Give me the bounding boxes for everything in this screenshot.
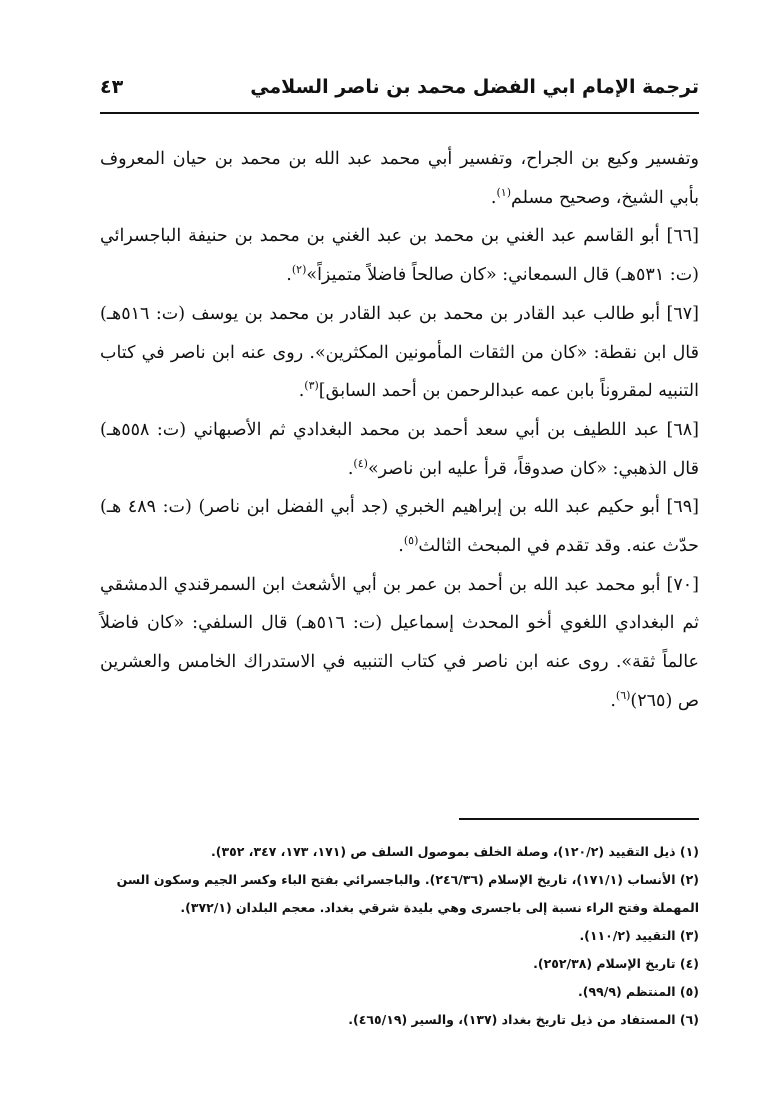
entry-70 xyxy=(100,566,699,721)
footnote-divider xyxy=(459,818,699,820)
paragraph-end: . xyxy=(398,536,404,557)
footnote-ref[interactable]: (١) xyxy=(496,185,511,199)
paragraph-end: . xyxy=(610,690,616,711)
footnote-ref[interactable]: (٣) xyxy=(304,379,319,393)
footnote-1: (١) ذيل التقييد (١٢٠/٢)، وصلة الخلف بموصول السلف ص (١٧١، ١٧٣، ٣٤٧، ٣٥٢). xyxy=(210,844,699,859)
paragraph-end: . xyxy=(490,187,497,208)
entry-66 xyxy=(100,217,699,294)
page-number: ٤٣ xyxy=(100,76,124,98)
paragraph-end: . xyxy=(286,265,292,286)
paragraph-text: وتفسير وكيع بن الجراح، وتفسير أبي محمد عبد الله بن محمد بن حيان المعروف بأبي الشيخ، وصحيح مسلم xyxy=(100,149,699,208)
entry-text: [٧٠] أبو محمد عبد الله بن أحمد بن عمر بن أبي الأشعث ابن السمرقندي الدمشقي ثم البغدادي اللغوي أخو المحدث إسماعيل (ت: ٥١٦هـ) قال السلفي: «كان فاضلاً عالماً ثقة». روى عنه ابن ناصر في كتاب التنبيه في الاستدراك الخامس والعشرين ص (٢٦٥) xyxy=(100,574,699,711)
paragraph-intro xyxy=(100,140,699,217)
footnote-ref[interactable]: (٥) xyxy=(403,534,419,548)
entry-text: [٦٦] أبو القاسم عبد الغني بن محمد بن عبد الغني بن محمد بن حنيفة الباجسرائي (ت: ٥٣١هـ) قال السمعاني: «كان صالحاً فاضلاً متميزاً» xyxy=(100,226,699,286)
footnote-2: (٢) الأنساب (١٧١/١)، تاريخ الإسلام (٢٤٦/٣٦). والباجسرائي بفتح الباء وكسر الجيم وسكون السن المهملة وفتح الراء نسبة إلى باجسرى وهي بليدة شرقي بغداد. معجم البلدان (٣٧٢/١). xyxy=(116,872,699,915)
footnote-3: (٣) التقييد (١١٠/٢). xyxy=(579,928,699,943)
footnotes xyxy=(100,838,699,1034)
paragraph-end: . xyxy=(298,381,305,402)
running-header xyxy=(100,72,699,114)
footnote-6: (٦) المستفاد من ذيل تاريخ بغداد (١٣٧)، والسير (٤٦٥/١٩). xyxy=(348,1012,699,1027)
footnote-5: (٥) المنتظم (٩٩/٩). xyxy=(578,984,699,999)
entry-69 xyxy=(100,488,699,565)
footnote-ref[interactable]: (٢) xyxy=(291,263,307,277)
main-text xyxy=(100,140,699,721)
footnote-4: (٤) تاريخ الإسلام (٢٥٢/٣٨). xyxy=(533,956,699,971)
entry-68 xyxy=(100,411,699,488)
footnote-ref[interactable]: (٦) xyxy=(615,689,631,703)
entry-67 xyxy=(100,295,699,411)
entry-text: [٦٨] عبد اللطيف بن أبي سعد أحمد بن محمد البغدادي ثم الأصبهاني (ت: ٥٥٨هـ) قال الذهبي: «كان صدوقاً، قرأ عليه ابن ناصر» xyxy=(100,419,699,479)
entry-text: [٦٧] أبو طالب عبد القادر بن محمد بن عبد القادر بن محمد بن يوسف (ت: ٥١٦هـ) قال ابن نقطة: «كان من الثقات المأمونين المكثرين». روى عنه ابن ناصر في كتاب التنبيه لمقروناً بابن عمه عبدالرحمن بن أحمد السابق] xyxy=(100,303,699,402)
footnote-ref[interactable]: (٤) xyxy=(353,456,368,470)
paragraph-end: . xyxy=(347,458,354,479)
running-title: ترجمة الإمام ابي الفضل محمد بن ناصر السلامي xyxy=(250,76,699,98)
entry-text: [٦٩] أبو حكيم عبد الله بن إبراهيم الخبري (جد أبي الفضل ابن ناصر) (ت: ٤٨٩ هـ) حدّث عنه. وقد تقدم في المبحث الثالث xyxy=(100,497,699,557)
